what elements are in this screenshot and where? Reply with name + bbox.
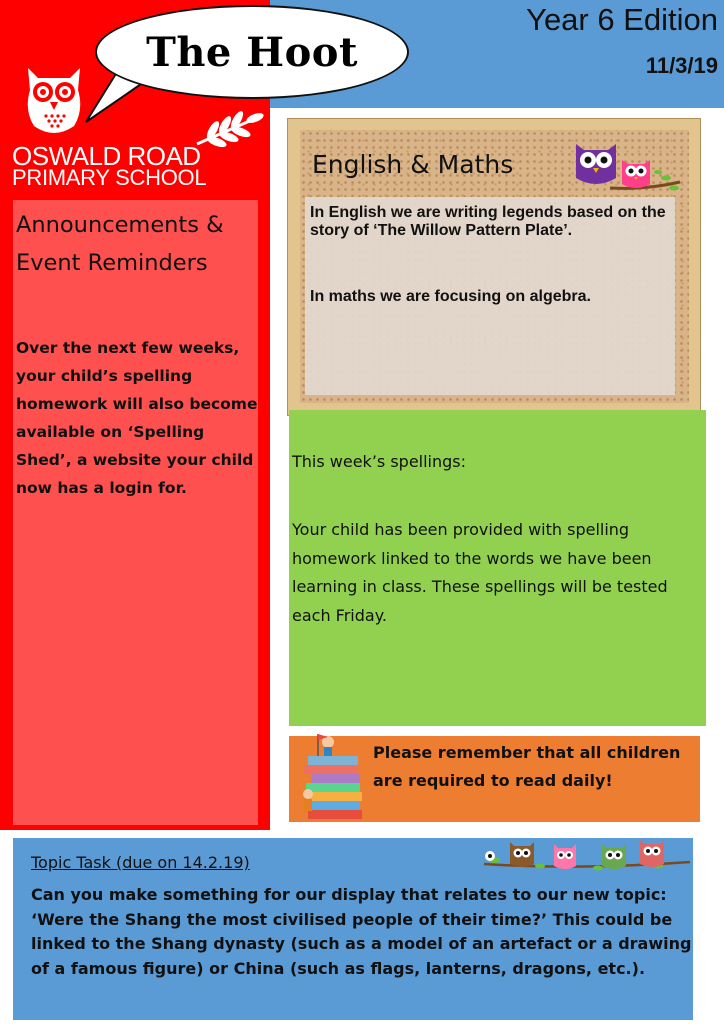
maths-text: In maths we are focusing on algebra.	[310, 288, 591, 305]
reading-reminder: Please remember that all children are required to read daily!	[373, 743, 681, 790]
spellings-body: Your child has been provided with spelling homework linked to the words we have been learning in class. These spellings will be tested each Friday.	[292, 520, 668, 625]
issue-date: 11/3/19	[645, 53, 718, 78]
topic-body: Can you make something for our display that relates to our new topic: ‘Were the Shang the most civilised people of their time?’ This could be linked to the Shang dynasty (such as a model of an artefact or a drawing of a famous figure) or China (such as flags, lanterns, dragons, etc.).	[31, 885, 692, 978]
announcements-panel	[13, 200, 258, 825]
owls-row-icon	[480, 836, 694, 876]
owls-on-branch-icon	[570, 138, 682, 204]
owl-logo-icon	[18, 60, 90, 140]
topic-title: Topic Task (due on 14.2.19)	[31, 853, 250, 872]
edition-label: Year 6 Edition	[526, 2, 718, 37]
announcements-title: Announcements & Event Reminders	[16, 212, 224, 276]
masthead-title: The Hoot	[146, 28, 358, 76]
leaf-branch-icon	[195, 108, 265, 148]
school-name-line2: PRIMARY SCHOOL	[12, 165, 207, 190]
book-stack-icon	[298, 730, 370, 826]
english-text: In English we are writing legends based on the story of ‘The Willow Pattern Plate’.	[310, 204, 666, 239]
school-name-line1: OSWALD ROAD	[12, 141, 201, 171]
cork-board-title: English & Maths	[312, 150, 514, 179]
announcements-body: Over the next few weeks, your child’s spelling homework will also become available on ‘Spelling Shed’, a website your child now has a login for.	[16, 339, 258, 497]
masthead-bubble	[95, 5, 409, 99]
spellings-heading: This week’s spellings:	[292, 452, 467, 471]
